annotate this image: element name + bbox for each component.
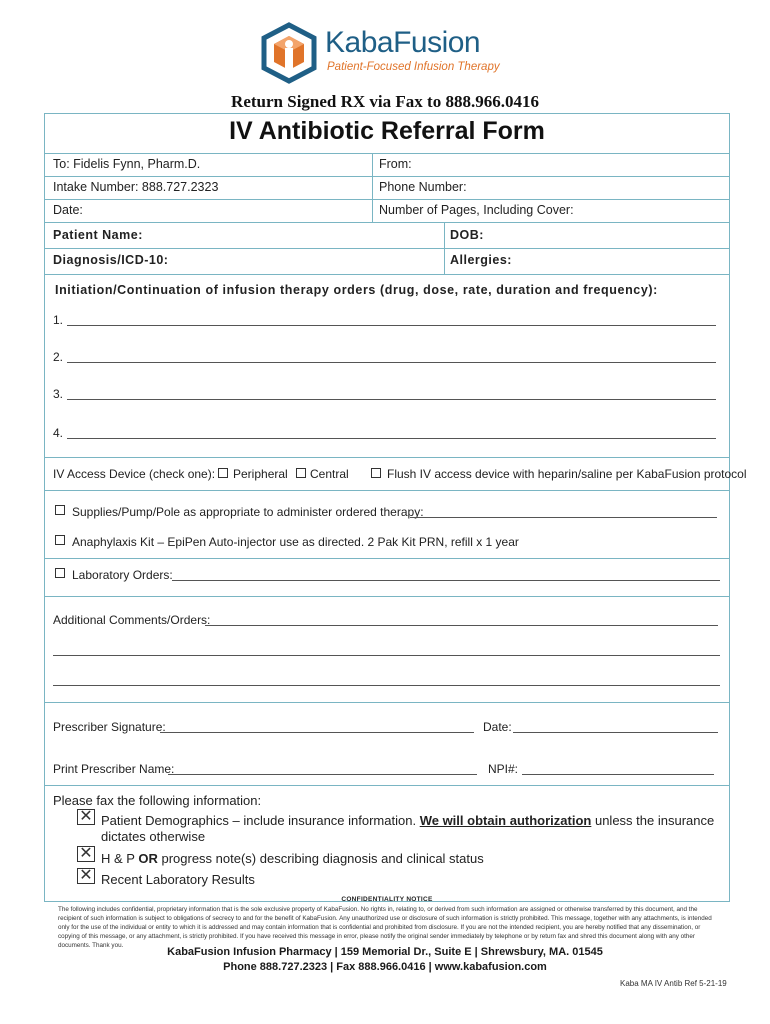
lab-orders-label: Laboratory Orders: bbox=[72, 568, 173, 582]
divider bbox=[44, 558, 730, 559]
fax-info-heading: Please fax the following information: bbox=[53, 793, 262, 808]
divider bbox=[44, 248, 730, 249]
demographics-label: Patient Demographics – include insurance information. bbox=[101, 813, 417, 828]
pages-field[interactable]: Number of Pages, Including Cover: bbox=[379, 203, 574, 217]
prescriber-date-line[interactable] bbox=[513, 732, 718, 733]
flush-label: Flush IV access device with heparin/saline per KabaFusion protocol bbox=[387, 467, 747, 481]
comments-line[interactable] bbox=[53, 655, 720, 656]
footer-address: KabaFusion Infusion Pharmacy | 159 Memorial Dr., Suite E | Shrewsbury, MA. 01545 bbox=[167, 946, 603, 958]
form-title: IV Antibiotic Referral Form bbox=[229, 117, 545, 145]
order-line-number: 1. bbox=[53, 313, 64, 327]
divider bbox=[44, 596, 730, 597]
divider bbox=[44, 457, 730, 458]
or-text: OR bbox=[138, 851, 158, 866]
comments-label: Additional Comments/Orders: bbox=[53, 613, 211, 627]
company-tagline: Patient-Focused Infusion Therapy bbox=[327, 61, 500, 73]
npi-label: NPI#: bbox=[488, 762, 519, 776]
divider bbox=[44, 199, 730, 200]
supplies-line[interactable] bbox=[410, 517, 717, 518]
kabafusion-logo-icon bbox=[258, 22, 320, 84]
divider bbox=[44, 222, 730, 223]
divider bbox=[44, 785, 730, 786]
flush-checkbox[interactable] bbox=[371, 468, 381, 478]
anaphylaxis-label: Anaphylaxis Kit – EpiPen Auto-injector use as directed. 2 Pak Kit PRN, refill x 1 year bbox=[72, 535, 519, 549]
form-reference: Kaba MA IV Antib Ref 5-21-19 bbox=[620, 979, 727, 988]
intake-number-field[interactable]: Intake Number: 888.727.2323 bbox=[53, 180, 219, 194]
to-field[interactable]: To: Fidelis Fynn, Pharm.D. bbox=[53, 157, 201, 171]
prescriber-signature-label: Prescriber Signature: bbox=[53, 720, 166, 734]
comments-line[interactable] bbox=[53, 685, 720, 686]
lab-results-text: Recent Laboratory Results bbox=[101, 872, 255, 887]
supplies-label: Supplies/Pump/Pole as appropriate to administer ordered therapy: bbox=[72, 505, 424, 519]
order-line-number: 2. bbox=[53, 350, 64, 364]
hp-description: progress note(s) describing diagnosis and clinical status bbox=[161, 851, 484, 866]
patient-name-field[interactable]: Patient Name: bbox=[53, 228, 143, 242]
demographics-text bbox=[101, 813, 714, 828]
lab-orders-line[interactable] bbox=[172, 580, 720, 581]
from-field[interactable]: From: bbox=[379, 157, 412, 171]
prescriber-date-label: Date: bbox=[483, 720, 512, 734]
order-line-number: 4. bbox=[53, 426, 64, 440]
divider bbox=[44, 702, 730, 703]
hp-text bbox=[101, 851, 484, 866]
confidentiality-heading: CONFIDENTIALITY NOTICE bbox=[341, 896, 433, 903]
central-checkbox[interactable] bbox=[296, 468, 306, 478]
date-field[interactable]: Date: bbox=[53, 203, 83, 217]
phone-number-field[interactable]: Phone Number: bbox=[379, 180, 467, 194]
order-line-4[interactable] bbox=[67, 438, 716, 439]
peripheral-checkbox[interactable] bbox=[218, 468, 228, 478]
lab-orders-checkbox[interactable] bbox=[55, 568, 65, 578]
comments-line[interactable] bbox=[205, 625, 718, 626]
order-line-2[interactable] bbox=[67, 362, 716, 363]
hp-label: H & P bbox=[101, 851, 135, 866]
print-name-label: Print Prescriber Name: bbox=[53, 762, 175, 776]
company-name: KabaFusion bbox=[325, 26, 481, 59]
divider bbox=[372, 153, 373, 222]
divider bbox=[44, 153, 730, 154]
demographics-checkbox[interactable]: ✕ bbox=[77, 809, 95, 825]
demographics-continued: dictates otherwise bbox=[101, 829, 206, 844]
divider bbox=[44, 176, 730, 177]
order-line-3[interactable] bbox=[67, 399, 716, 400]
anaphylaxis-checkbox[interactable] bbox=[55, 535, 65, 545]
divider bbox=[44, 490, 730, 491]
prescriber-signature-line[interactable] bbox=[160, 732, 474, 733]
peripheral-label: Peripheral bbox=[233, 467, 288, 481]
order-line-number: 3. bbox=[53, 387, 64, 401]
print-name-line[interactable] bbox=[168, 774, 477, 775]
orders-heading: Initiation/Continuation of infusion therapy orders (drug, dose, rate, duration and frequency): bbox=[55, 283, 658, 297]
allergies-field[interactable]: Allergies: bbox=[450, 253, 512, 267]
supplies-checkbox[interactable] bbox=[55, 505, 65, 515]
npi-line[interactable] bbox=[522, 774, 714, 775]
confidentiality-body: The following includes confidential, proprietary information that is the sole exclusive property of KabaFusion. No rights in, relating to, or derived from such information are assigned or otherwise transferred by this document, and the recipient of such information is subject to obligations of secrecy to and for the benefit of KabaFusion. Any unauthorized use or disclosure of such information is strictly prohibited. This message, together with any attachments, is intended only for the use of the individual or entity to which it is addressed and may contain information that is confidential and prohibited from disclosure. If you are not the intended recipient, you are hereby notified that any dissemination, or copying of this message, or any attachment, is strictly prohibited. If you have received this message in error, please notify the original sender immediately by telephone or by return fax and shred this document along with any other documents. Thank you. bbox=[58, 906, 712, 949]
footer-contact: Phone 888.727.2323 | Fax 888.966.0416 | www.kabafusion.com bbox=[223, 961, 547, 973]
dob-field[interactable]: DOB: bbox=[450, 228, 484, 242]
lab-results-checkbox[interactable]: ✕ bbox=[77, 868, 95, 884]
divider bbox=[444, 222, 445, 274]
divider bbox=[44, 274, 730, 275]
diagnosis-field[interactable]: Diagnosis/ICD-10: bbox=[53, 253, 169, 267]
iv-access-label: IV Access Device (check one): bbox=[53, 467, 216, 481]
order-line-1[interactable] bbox=[67, 325, 716, 326]
demographics-suffix: unless the insurance bbox=[594, 813, 715, 828]
central-label: Central bbox=[310, 467, 349, 481]
fax-instruction: Return Signed RX via Fax to 888.966.0416 bbox=[231, 92, 539, 111]
hp-checkbox[interactable]: ✕ bbox=[77, 846, 95, 862]
authorization-text: We will obtain authorization bbox=[419, 813, 592, 828]
